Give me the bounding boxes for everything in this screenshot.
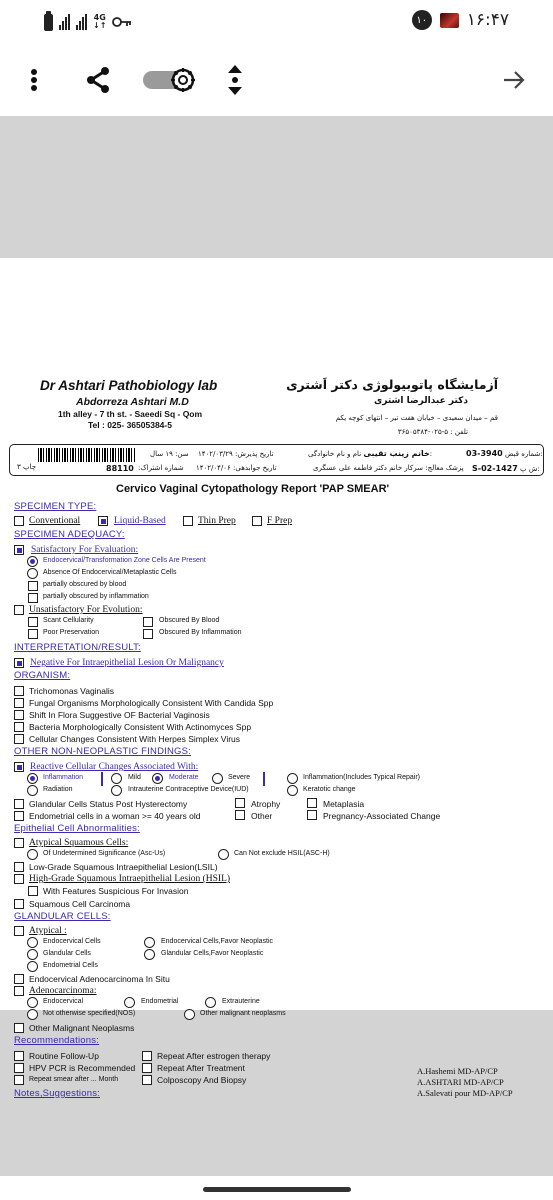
lab-name: Dr Ashtari Pathobiology lab (40, 378, 218, 393)
radio-ac-endometrial[interactable] (124, 997, 135, 1008)
label-negative: Negative For Intraepithelial Lesion Or Malignancy (30, 658, 224, 668)
separator-bar-2 (263, 772, 265, 786)
label-herpes: Cellular Changes Consistent With Herpes Simplex Virus (29, 734, 241, 744)
network-type: 4G ↓↑ (93, 13, 107, 30)
checkbox-satisfactory[interactable] (14, 545, 24, 555)
doctor-name-fa: دکتر عبدالرضا اشتری (373, 396, 468, 406)
interpretation-heading: INTERPRETATION/RESULT: (14, 642, 141, 653)
radio-endocervical-neoplastic[interactable] (144, 937, 155, 948)
label-ac-endocervical: Endocervical (43, 998, 84, 1005)
radio-inflammation[interactable] (27, 773, 38, 784)
radio-ac-nos[interactable] (27, 1009, 38, 1020)
label-bacteria: Bacteria Morphologically Consistent With Actinomyces Spp (29, 722, 252, 732)
radio-keratotic[interactable] (287, 785, 298, 796)
label-colposcopy: Colposcopy And Biopsy (157, 1075, 247, 1085)
checkbox-thin-prep[interactable] (183, 516, 193, 526)
patient-name: خانم زینب تقیبی نام و نام خانوادگی: (308, 449, 433, 458)
organism-heading: ORGANISM: (14, 670, 71, 681)
toolbar (0, 44, 553, 116)
radio-asc-us[interactable] (27, 849, 38, 860)
label-glandular-cells: Glandular Cells (43, 950, 91, 957)
home-indicator[interactable] (203, 1187, 351, 1192)
label-inflammation: Inflammation (43, 774, 84, 781)
label-adenocarcinoma: Adenocarcinoma: (29, 986, 97, 996)
barcode (38, 448, 136, 462)
radio-glandular-cells[interactable] (27, 949, 38, 960)
checkbox-fungal[interactable] (14, 698, 24, 708)
radio-inflammation-typical[interactable] (287, 773, 298, 784)
radio-mild[interactable] (111, 773, 122, 784)
doctor-name: Abdorreza Ashtari M.D (76, 396, 189, 408)
reception-date: تاریخ پذیرش: ۱۴۰۲/۰۳/۲۹ (198, 450, 274, 458)
checkbox-poor-preservation[interactable] (28, 629, 38, 639)
document-viewer[interactable] (0, 116, 553, 1176)
label-scc: Squamous Cell Carcinoma (29, 899, 131, 909)
epithelial-heading: Epithelial Cell Abnormalities: (14, 823, 140, 834)
checkbox-repeat-smear[interactable] (14, 1075, 24, 1085)
signature-salevati: A.Salevati pour MD-AP/CP (417, 1088, 513, 1098)
label-asc-us: Of Undetermined Significance (Asc-Us) (43, 850, 166, 857)
label-radiation: Radiation (43, 786, 73, 793)
checkbox-conventional[interactable] (14, 516, 24, 526)
label-atrophy: Atrophy (251, 799, 281, 809)
radio-glandular-neoplastic[interactable] (144, 949, 155, 960)
battery-icon (44, 14, 53, 31)
label-mild: Mild (128, 774, 141, 781)
label-endometrial: Endometrial Cells (43, 962, 98, 969)
checkbox-herpes[interactable] (14, 734, 24, 744)
checkbox-shift-flora[interactable] (14, 710, 24, 720)
status-icons (44, 12, 132, 32)
label-obscured-by-inflammation: Obscured By Inflammation (159, 629, 242, 636)
glandular-heading: GLANDULAR CELLS: (14, 911, 111, 922)
label-inflammation-typical: Inflammation(Includes Typical Repair) (303, 774, 420, 781)
more-vert-icon (30, 68, 38, 92)
radio-endometrial[interactable] (27, 961, 38, 972)
label-endometrial-cells: Endometrial cells in a woman >= 40 years old (29, 811, 201, 821)
label-endocervical-present: Endocervical/Transformation Zone Cells Are Present (43, 557, 206, 564)
label-routine: Routine Follow-Up (29, 1051, 99, 1061)
checkbox-unsatisfactory[interactable] (14, 605, 24, 615)
label-liquid-based: Liquid-Based (114, 516, 166, 526)
label-obscured-by-blood: Obscured By Blood (159, 617, 220, 624)
radio-ac-other[interactable] (184, 1009, 195, 1020)
toggle-icon (141, 66, 201, 94)
checkbox-invasion[interactable] (28, 886, 38, 896)
label-asc-h: Can Not exclude HSIL(ASC-H) (234, 850, 330, 857)
patient-info-box (9, 444, 544, 476)
label-shift-flora: Shift In Flora Suggestive OF Bacterial Vaginosis (29, 710, 210, 720)
checkbox-metaplasia[interactable] (307, 798, 317, 808)
reorder-button[interactable] (217, 62, 253, 98)
label-keratotic: Keratotic change (303, 786, 356, 793)
checkbox-other[interactable] (235, 810, 245, 820)
label-ac-endometrial: Endometrial (141, 998, 179, 1005)
label-metaplasia: Metaplasia (323, 799, 365, 809)
label-estrogen: Repeat After estrogen therapy (157, 1051, 271, 1061)
checkbox-f-prep[interactable] (252, 516, 262, 526)
navigation-bar (0, 1176, 553, 1200)
physician: پزشک معالج: سرکار خانم دکتر فاطمه علی عسگری (313, 464, 464, 472)
other-non-neoplastic-heading: OTHER NON-NEOPLASTIC FINDINGS: (14, 746, 192, 757)
lab-address: 1th alley - 7 th st. - Saeedi Sq - Qom (58, 409, 203, 419)
radio-asc-h[interactable] (218, 849, 229, 860)
separator-bar (101, 772, 103, 786)
label-atypical: Atypical : (29, 926, 67, 936)
specimen-adequacy-heading: SPECIMEN ADEQUACY: (14, 529, 125, 540)
checkbox-asc[interactable] (14, 838, 24, 848)
radio-radiation[interactable] (27, 785, 38, 796)
notification-count: ۱۰ (412, 10, 432, 30)
label-ac-nos: Not otherwise specified(NOS) (43, 1010, 136, 1017)
checkbox-reactive[interactable] (14, 762, 24, 772)
forward-button[interactable] (496, 62, 532, 98)
radio-endocervical-present[interactable] (27, 556, 38, 567)
share-icon (85, 66, 111, 94)
radio-moderate[interactable] (152, 773, 163, 784)
label-pregnancy: Pregnancy-Associated Change (323, 811, 441, 821)
label-other-malignant: Other Malignant Neoplasms (29, 1023, 135, 1033)
radio-endocervical-absence[interactable] (27, 568, 38, 579)
notes-heading: Notes,Suggestions: (14, 1088, 100, 1099)
label-satisfactory: Satisfactory For Evaluation: (31, 545, 139, 555)
key-icon (112, 16, 132, 28)
checkbox-liquid-based[interactable] (98, 516, 108, 526)
label-iud: Intrauterine Contraceptive Device(IUD) (128, 786, 249, 793)
label-trichomonas: Trichomonas Vaginalis (29, 686, 115, 696)
checkbox-atypical[interactable] (14, 926, 24, 936)
notification-app-icon (440, 13, 459, 28)
checkbox-obscured-by-blood[interactable] (143, 617, 153, 627)
specimen-type-heading: SPECIMEN TYPE: (14, 501, 97, 512)
signal-icon-2 (76, 14, 87, 30)
label-severe: Severe (228, 774, 251, 781)
label-f-prep: F Prep (267, 516, 293, 526)
checkbox-negative[interactable] (14, 658, 24, 668)
reorder-icon (226, 64, 244, 96)
clock: ۱۶:۴۷ (466, 10, 509, 30)
reading-mode-toggle[interactable] (140, 62, 202, 98)
checkbox-hsil[interactable] (14, 874, 24, 884)
status-bar (0, 0, 553, 44)
checkbox-other-malignant[interactable] (14, 1023, 24, 1033)
label-repeat-smear: Repeat smear after ... Month (29, 1076, 119, 1083)
share-button[interactable] (80, 62, 116, 98)
checkbox-pregnancy[interactable] (307, 810, 317, 820)
label-fungal: Fungal Organisms Morphologically Consistent With Candida Spp (29, 698, 274, 708)
checkbox-after-treatment[interactable] (142, 1063, 152, 1073)
label-endocervical-absence: Absence Of Endocervical/Metaplastic Cells (43, 569, 177, 576)
label-obscured-inflammation: partially obscured by inflammation (43, 593, 149, 600)
checkbox-adenocarcinoma[interactable] (14, 986, 24, 996)
share-label: شماره اشتراک: (138, 464, 184, 472)
lab-name-fa: آزمایشگاه پاتوبیولوژی دکتر اَشتری (286, 377, 498, 392)
reception-number: 03-3940 شماره قبض: (466, 449, 543, 458)
label-reactive: Reactive Cellular Changes Associated With: (30, 762, 199, 772)
label-unsatisfactory: Unsatisfactory For Evolution: (29, 605, 143, 615)
checkbox-hpv[interactable] (14, 1063, 24, 1073)
checkbox-obscured-inflammation[interactable] (28, 593, 38, 603)
signal-icon (59, 14, 70, 30)
signature-hashemi: A.Hashemi MD-AP/CP (417, 1066, 498, 1076)
radio-ac-endocervical[interactable] (27, 997, 38, 1008)
recommendations-heading: Recommendations: (14, 1035, 100, 1046)
label-thin-prep: Thin Prep (198, 516, 236, 526)
age: سن: ۱۹ سال (150, 450, 189, 458)
label-glandular-status: Glandular Cells Status Post Hysterectomy (29, 799, 188, 809)
label-endocervical-neoplastic: Endocervical Cells,Favor Neoplastic (161, 938, 274, 945)
answer-date: تاریخ جوابدهی: ۱۴۰۲/۰۴/۰۶ (196, 464, 277, 472)
signatures (417, 1066, 513, 1099)
signature-ashtari: A.ASHTARI MD-AP/CP (417, 1077, 504, 1087)
label-lsil: Low-Grade Squamous Intraepithelial Lesion(LSIL) (29, 862, 218, 872)
label-obscured-blood: partially obscured by blood (43, 581, 127, 588)
checkbox-lsil[interactable] (14, 862, 24, 872)
checkbox-routine[interactable] (14, 1051, 24, 1061)
checkbox-estrogen[interactable] (142, 1051, 152, 1061)
print-count: چاپ ۳ (17, 463, 37, 471)
label-ac-extrauterine: Extrauterine (222, 998, 260, 1005)
file-number: S-02-1427 ش پ: (472, 464, 540, 473)
radio-iud[interactable] (111, 785, 122, 796)
checkbox-colposcopy[interactable] (142, 1075, 152, 1085)
label-hpv: HPV PCR is Recommended (29, 1063, 136, 1073)
label-after-treatment: Repeat After Treatment (157, 1063, 245, 1073)
checkbox-glandular-status[interactable] (14, 799, 24, 809)
label-endocervical-cells: Endocervical Cells (43, 938, 101, 945)
label-aca-in-situ: Endocervical Adenocarcinoma In Situ (29, 974, 170, 984)
radio-endocervical-cells[interactable] (27, 937, 38, 948)
lab-tel-fa: تلفن : ۵-۰۲۵-۳۶۵۰۵۳۸۴ (397, 428, 468, 436)
label-scant: Scant Cellularity (43, 617, 94, 624)
label-hsil: High-Grade Squamous Intraepithelial Lesion (HSIL) (29, 874, 231, 884)
more-menu-button[interactable] (16, 62, 52, 98)
radio-severe[interactable] (212, 773, 223, 784)
label-other: Other (251, 811, 273, 821)
label-glandular-neoplastic: Glandular Cells,Favor Neoplastic (161, 950, 264, 957)
share-number: 88110 (106, 464, 134, 473)
checkbox-scant[interactable] (28, 617, 38, 627)
checkbox-trichomonas[interactable] (14, 686, 24, 696)
checkbox-scc[interactable] (14, 899, 24, 909)
forward-arrow-icon (502, 69, 526, 91)
lab-address-fa: قم – میدان سعیدی – خیابان هفت تیر – انتهای کوچه یکم (335, 414, 498, 422)
checkbox-obscured-by-inflammation[interactable] (143, 629, 153, 639)
lab-tel: Tel : 025- 36505384-5 (88, 420, 172, 430)
label-invasion: With Features Suspicious For Invasion (43, 886, 189, 896)
label-ac-other: Other malignant neoplasms (200, 1010, 286, 1017)
label-conventional: Conventional (29, 516, 81, 526)
checkbox-aca-in-situ[interactable] (14, 974, 24, 984)
checkbox-obscured-blood[interactable] (28, 581, 38, 591)
checkbox-atrophy[interactable] (235, 798, 245, 808)
report-title: Cervico Vaginal Cytopathology Report 'PAP SMEAR' (116, 483, 390, 495)
label-poor-preservation: Poor Preservation (43, 629, 100, 636)
label-asc: Atypical Squamous Cells: (29, 838, 129, 848)
report-page (0, 258, 553, 1099)
checkbox-bacteria[interactable] (14, 722, 24, 732)
label-moderate: Moderate (169, 774, 199, 781)
radio-ac-extrauterine[interactable] (205, 997, 216, 1008)
checkbox-endometrial-cells[interactable] (14, 811, 24, 821)
